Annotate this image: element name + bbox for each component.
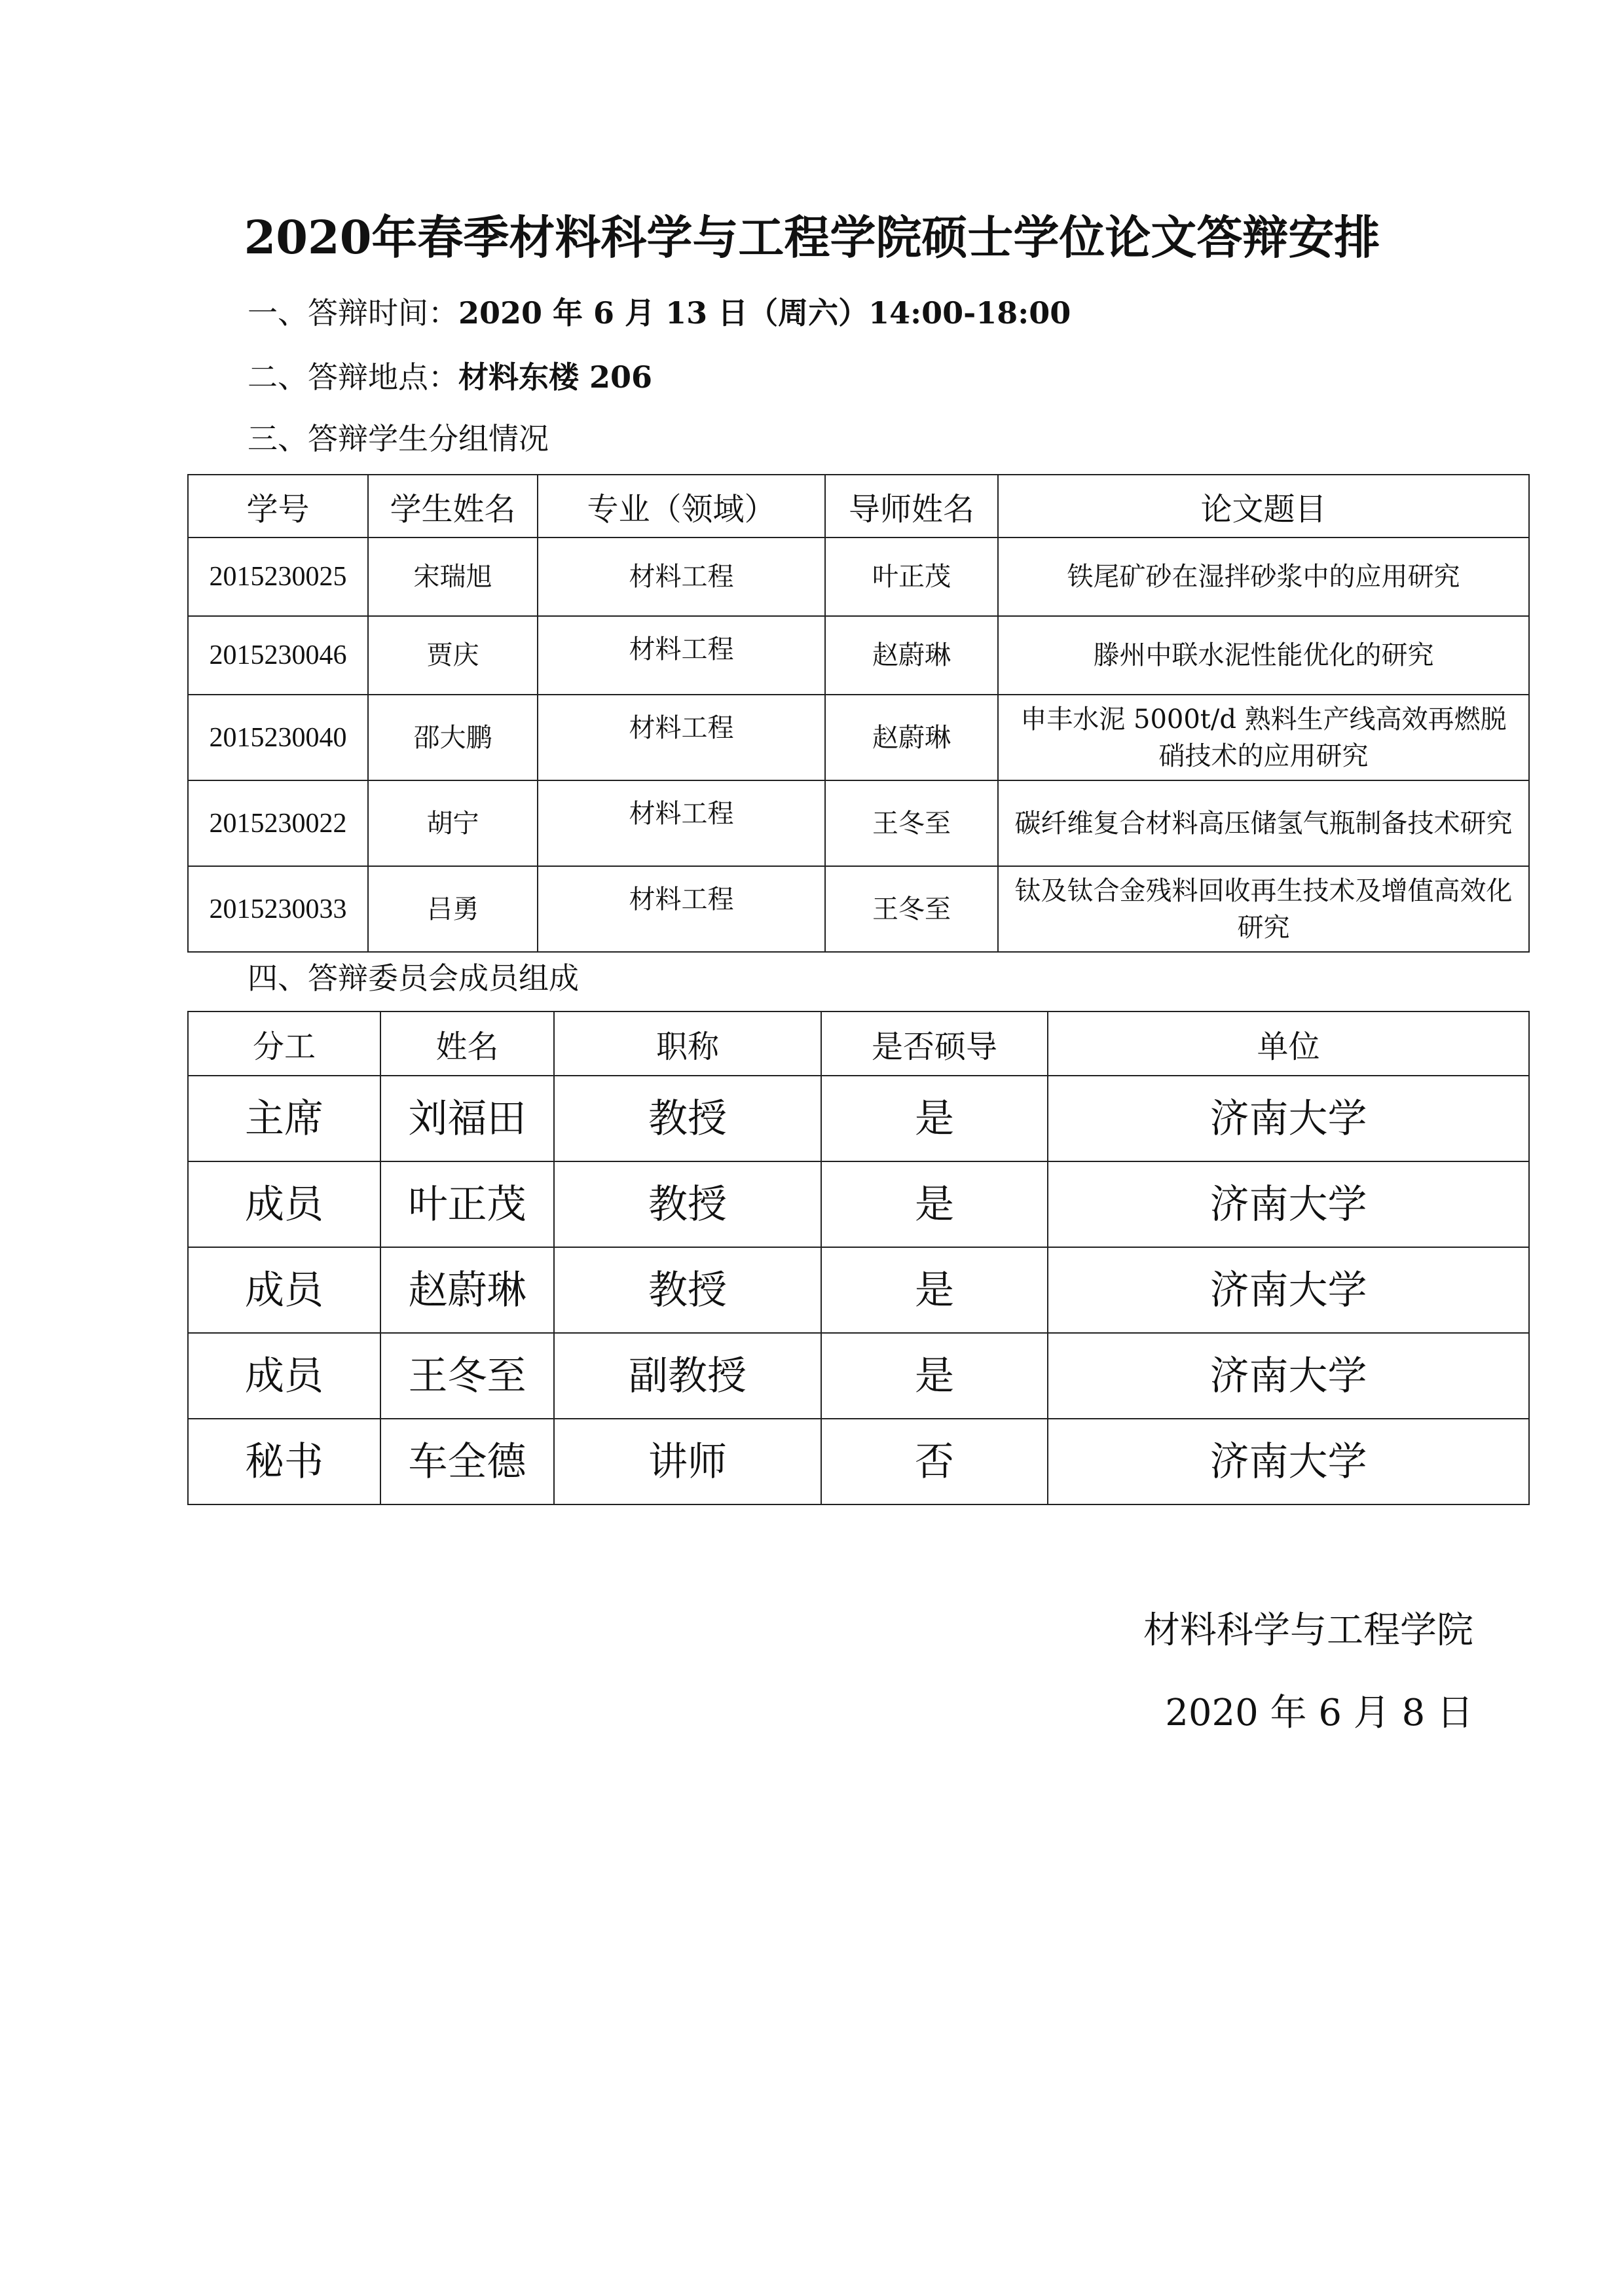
student-major: 材料工程 xyxy=(538,538,825,616)
committee-header-row xyxy=(188,1011,1529,1076)
member-unit: 济南大学 xyxy=(1048,1333,1529,1419)
advisor-name: 王冬至 xyxy=(825,780,998,866)
table-row xyxy=(188,780,1529,866)
committee-section-heading: 四、答辩委员会成员组成 xyxy=(248,960,579,996)
member-is-advisor: 否 xyxy=(821,1419,1048,1504)
table-row xyxy=(188,1419,1529,1504)
student-id: 2015230022 xyxy=(188,780,368,866)
member-is-advisor: 是 xyxy=(821,1247,1048,1333)
student-major: 材料工程 xyxy=(538,616,825,695)
member-title: 副教授 xyxy=(554,1333,821,1419)
member-role: 成员 xyxy=(188,1161,380,1247)
member-title: 教授 xyxy=(554,1247,821,1333)
thesis-title: 滕州中联水泥性能优化的研究 xyxy=(998,616,1529,695)
advisor-name: 王冬至 xyxy=(825,866,998,952)
member-role: 成员 xyxy=(188,1333,380,1419)
member-name: 刘福田 xyxy=(380,1076,554,1161)
student-major: 材料工程 xyxy=(538,866,825,952)
column-header: 学生姓名 xyxy=(368,475,538,538)
member-title: 教授 xyxy=(554,1161,821,1247)
table-row xyxy=(188,1161,1529,1247)
thesis-title: 碳纤维复合材料高压储氢气瓶制备技术研究 xyxy=(998,780,1529,866)
member-is-advisor: 是 xyxy=(821,1161,1048,1247)
signature-date: 2020 年 6 月 8 日 xyxy=(1165,1692,1473,1734)
member-name: 赵蔚琳 xyxy=(380,1247,554,1333)
student-major: 材料工程 xyxy=(538,695,825,780)
advisor-name: 叶正茂 xyxy=(825,538,998,616)
student-name: 贾庆 xyxy=(368,616,538,695)
defense-place-label: 二、答辩地点： xyxy=(248,359,458,395)
student-id: 2015230046 xyxy=(188,616,368,695)
member-name: 王冬至 xyxy=(380,1333,554,1419)
student-id: 2015230033 xyxy=(188,866,368,952)
defense-place-line xyxy=(248,357,652,397)
column-header: 论文题目 xyxy=(998,475,1529,538)
member-title: 教授 xyxy=(554,1076,821,1161)
committee-table xyxy=(187,1011,1530,1505)
column-header: 导师姓名 xyxy=(825,475,998,538)
defense-time-value: 2020 年 6 月 13 日（周六）14:00-18:00 xyxy=(458,295,1071,331)
table-row xyxy=(188,1247,1529,1333)
student-name: 吕勇 xyxy=(368,866,538,952)
member-is-advisor: 是 xyxy=(821,1076,1048,1161)
defense-time-line xyxy=(248,293,1071,333)
column-header: 姓名 xyxy=(380,1011,554,1076)
table-row xyxy=(188,1076,1529,1161)
thesis-title: 钛及钛合金残料回收再生技术及增值高效化研究 xyxy=(998,866,1529,952)
student-id: 2015230040 xyxy=(188,695,368,780)
student-name: 胡宁 xyxy=(368,780,538,866)
column-header: 学号 xyxy=(188,475,368,538)
table-row xyxy=(188,538,1529,616)
member-name: 车全德 xyxy=(380,1419,554,1504)
thesis-title: 申丰水泥 5000t/d 熟料生产线高效再燃脱硝技术的应用研究 xyxy=(998,695,1529,780)
table-row xyxy=(188,866,1529,952)
table-row xyxy=(188,1333,1529,1419)
page-title: 2020年春季材料科学与工程学院硕士学位论文答辩安排 xyxy=(244,210,1380,264)
column-header: 职称 xyxy=(554,1011,821,1076)
thesis-title: 铁尾矿砂在湿拌砂浆中的应用研究 xyxy=(998,538,1529,616)
student-id: 2015230025 xyxy=(188,538,368,616)
students-section-heading: 三、答辩学生分组情况 xyxy=(248,421,549,456)
advisor-name: 赵蔚琳 xyxy=(825,695,998,780)
advisor-name: 赵蔚琳 xyxy=(825,616,998,695)
defense-place-value: 材料东楼 206 xyxy=(458,359,653,395)
member-unit: 济南大学 xyxy=(1048,1247,1529,1333)
column-header: 单位 xyxy=(1048,1011,1529,1076)
students-header-row xyxy=(188,475,1529,538)
student-major: 材料工程 xyxy=(538,780,825,866)
signature-organization: 材料科学与工程学院 xyxy=(1143,1609,1473,1652)
member-role: 秘书 xyxy=(188,1419,380,1504)
column-header: 专业（领域） xyxy=(538,475,825,538)
member-name: 叶正茂 xyxy=(380,1161,554,1247)
students-table xyxy=(187,474,1530,953)
member-title: 讲师 xyxy=(554,1419,821,1504)
student-name: 宋瑞旭 xyxy=(368,538,538,616)
table-row xyxy=(188,616,1529,695)
student-name: 邵大鹏 xyxy=(368,695,538,780)
member-role: 主席 xyxy=(188,1076,380,1161)
table-row xyxy=(188,695,1529,780)
member-is-advisor: 是 xyxy=(821,1333,1048,1419)
member-unit: 济南大学 xyxy=(1048,1076,1529,1161)
column-header: 分工 xyxy=(188,1011,380,1076)
member-unit: 济南大学 xyxy=(1048,1161,1529,1247)
column-header: 是否硕导 xyxy=(821,1011,1048,1076)
member-role: 成员 xyxy=(188,1247,380,1333)
member-unit: 济南大学 xyxy=(1048,1419,1529,1504)
defense-time-label: 一、答辩时间： xyxy=(248,295,458,331)
